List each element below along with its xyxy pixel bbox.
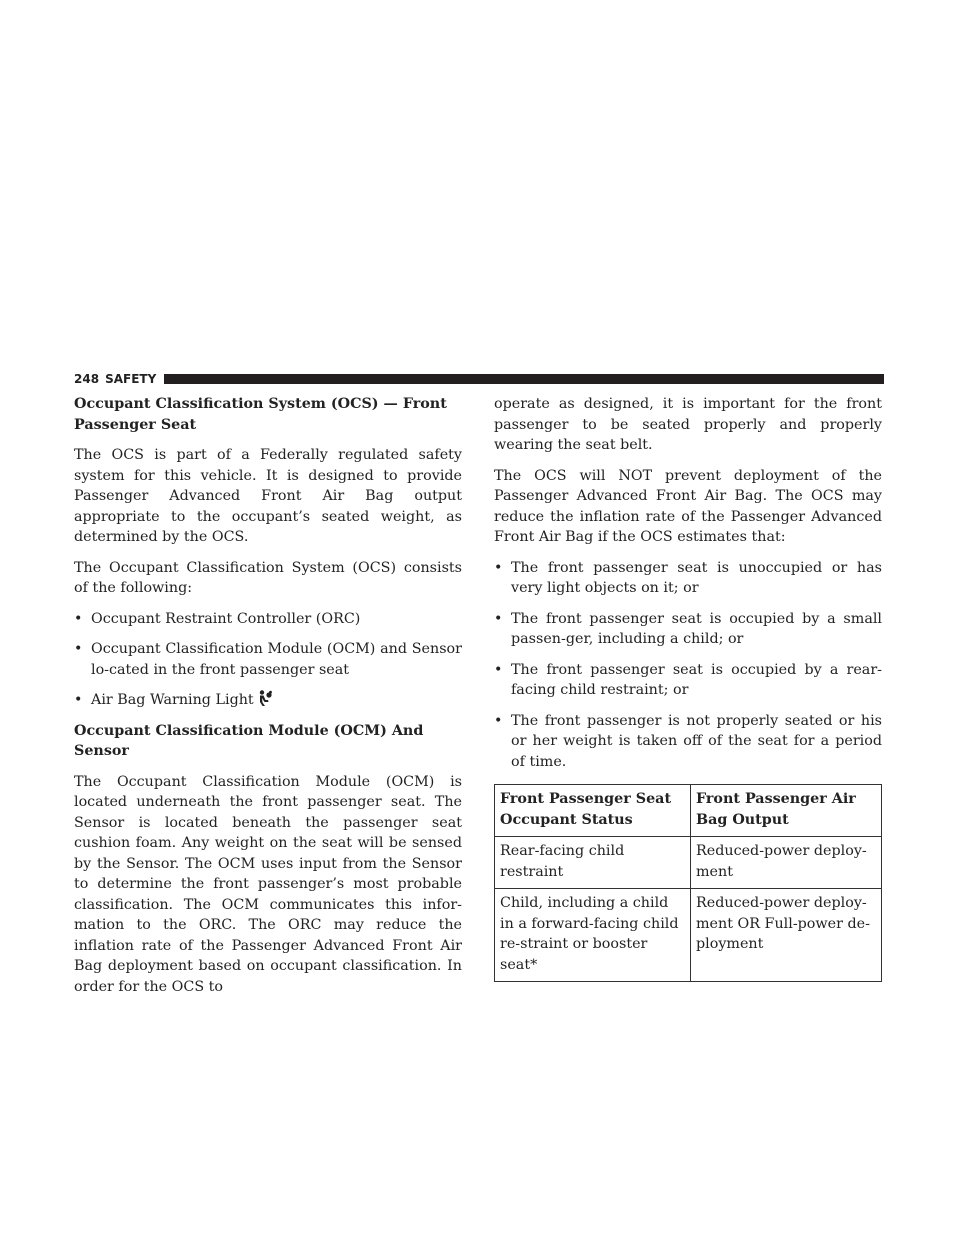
list-item: • The front passenger seat is occupied by a small passen-ger, including a child; or [494, 610, 882, 647]
list-item: • The front passenger is not properly seated or his or her weight is taken off of the seat for a period of time. [494, 712, 882, 770]
ocs-heading: Occupant Classification System (OCS) — Front Passenger Seat [74, 396, 447, 433]
right-column [494, 394, 882, 982]
airbag-warning-icon [257, 690, 273, 707]
bullet: • [74, 610, 83, 627]
estimates-list [494, 558, 882, 773]
page-header [74, 371, 884, 387]
table-header-row [495, 785, 882, 837]
bullet: • [74, 692, 83, 708]
column-header-occupant-status: Front Passenger Seat Occupant Status [495, 785, 691, 837]
column-header-airbag-output: Front Passenger Air Bag Output [691, 785, 882, 837]
list-item: • Occupant Restraint Controller (ORC) [74, 609, 462, 630]
ocs-intro-paragraph: The OCS is part of a Federally regulated safety system for this vehicle. It is designed to provide Passenger Advanced Front Air Bag output appropriate to the occupant’s seated weight, as determined by the OCS. [74, 447, 462, 545]
bullet: • [494, 610, 503, 627]
header-rule [164, 374, 884, 384]
ocm-paragraph: The Occupant Classification Module (OCM) is located underneath the front passenger seat. The Sensor is located beneath the passenger seat cushion foam. Any weight on the seat will be sensed by the Sensor. The OCM uses input from the Sensor to determine the front passenger’s most probable classification. The OCM communicates this infor-mation to the ORC. The ORC may reduce the inflation rate of the Passenger Advanced Front Air Bag deployment based on occupant classification. In order for the OCS to [74, 773, 462, 995]
page-number: 248 [74, 372, 100, 386]
ocs-components-list [74, 609, 462, 711]
bullet: • [494, 712, 503, 729]
ocs-components-paragraph: The Occupant Classification System (OCS) consists of the following: [74, 559, 462, 596]
bullet: • [74, 641, 83, 657]
table-cell: Reduced-power deploy-ment [691, 837, 882, 889]
list-item: • Occupant Classification Module (OCM) and Sensor lo-cated in the front passenger seat [74, 641, 462, 678]
bullet: • [494, 559, 503, 576]
table-cell: Reduced-power deploy-ment OR Full-power de-ployment [691, 889, 882, 982]
list-item: • The front passenger seat is occupied by a rear-facing child restraint; or [494, 661, 882, 698]
left-column [74, 394, 462, 1007]
table-cell: Child, including a child in a forward-facing child re-straint or booster seat* [495, 889, 691, 982]
continued-paragraph: operate as designed, it is important for the front passenger to be seated properly and properly wearing the seat belt. [494, 396, 882, 453]
bullet: • [494, 661, 503, 678]
list-item: • Air Bag Warning Light [74, 690, 462, 711]
table-row [495, 837, 882, 889]
table-cell: Rear-facing child restraint [495, 837, 691, 889]
ocm-heading: Occupant Classification Module (OCM) And Sensor [74, 722, 424, 759]
airbag-output-table [494, 784, 882, 982]
deployment-paragraph: The OCS will NOT prevent deployment of the Passenger Advanced Front Air Bag. The OCS may reduce the inflation rate of the Passenger Advanced Front Air Bag if the OCS estimates that: [494, 467, 882, 545]
list-item: • The front passenger seat is unoccupied or has very light objects on it; or [494, 559, 882, 596]
table-row [495, 889, 882, 982]
section-title: SAFETY [105, 372, 157, 386]
